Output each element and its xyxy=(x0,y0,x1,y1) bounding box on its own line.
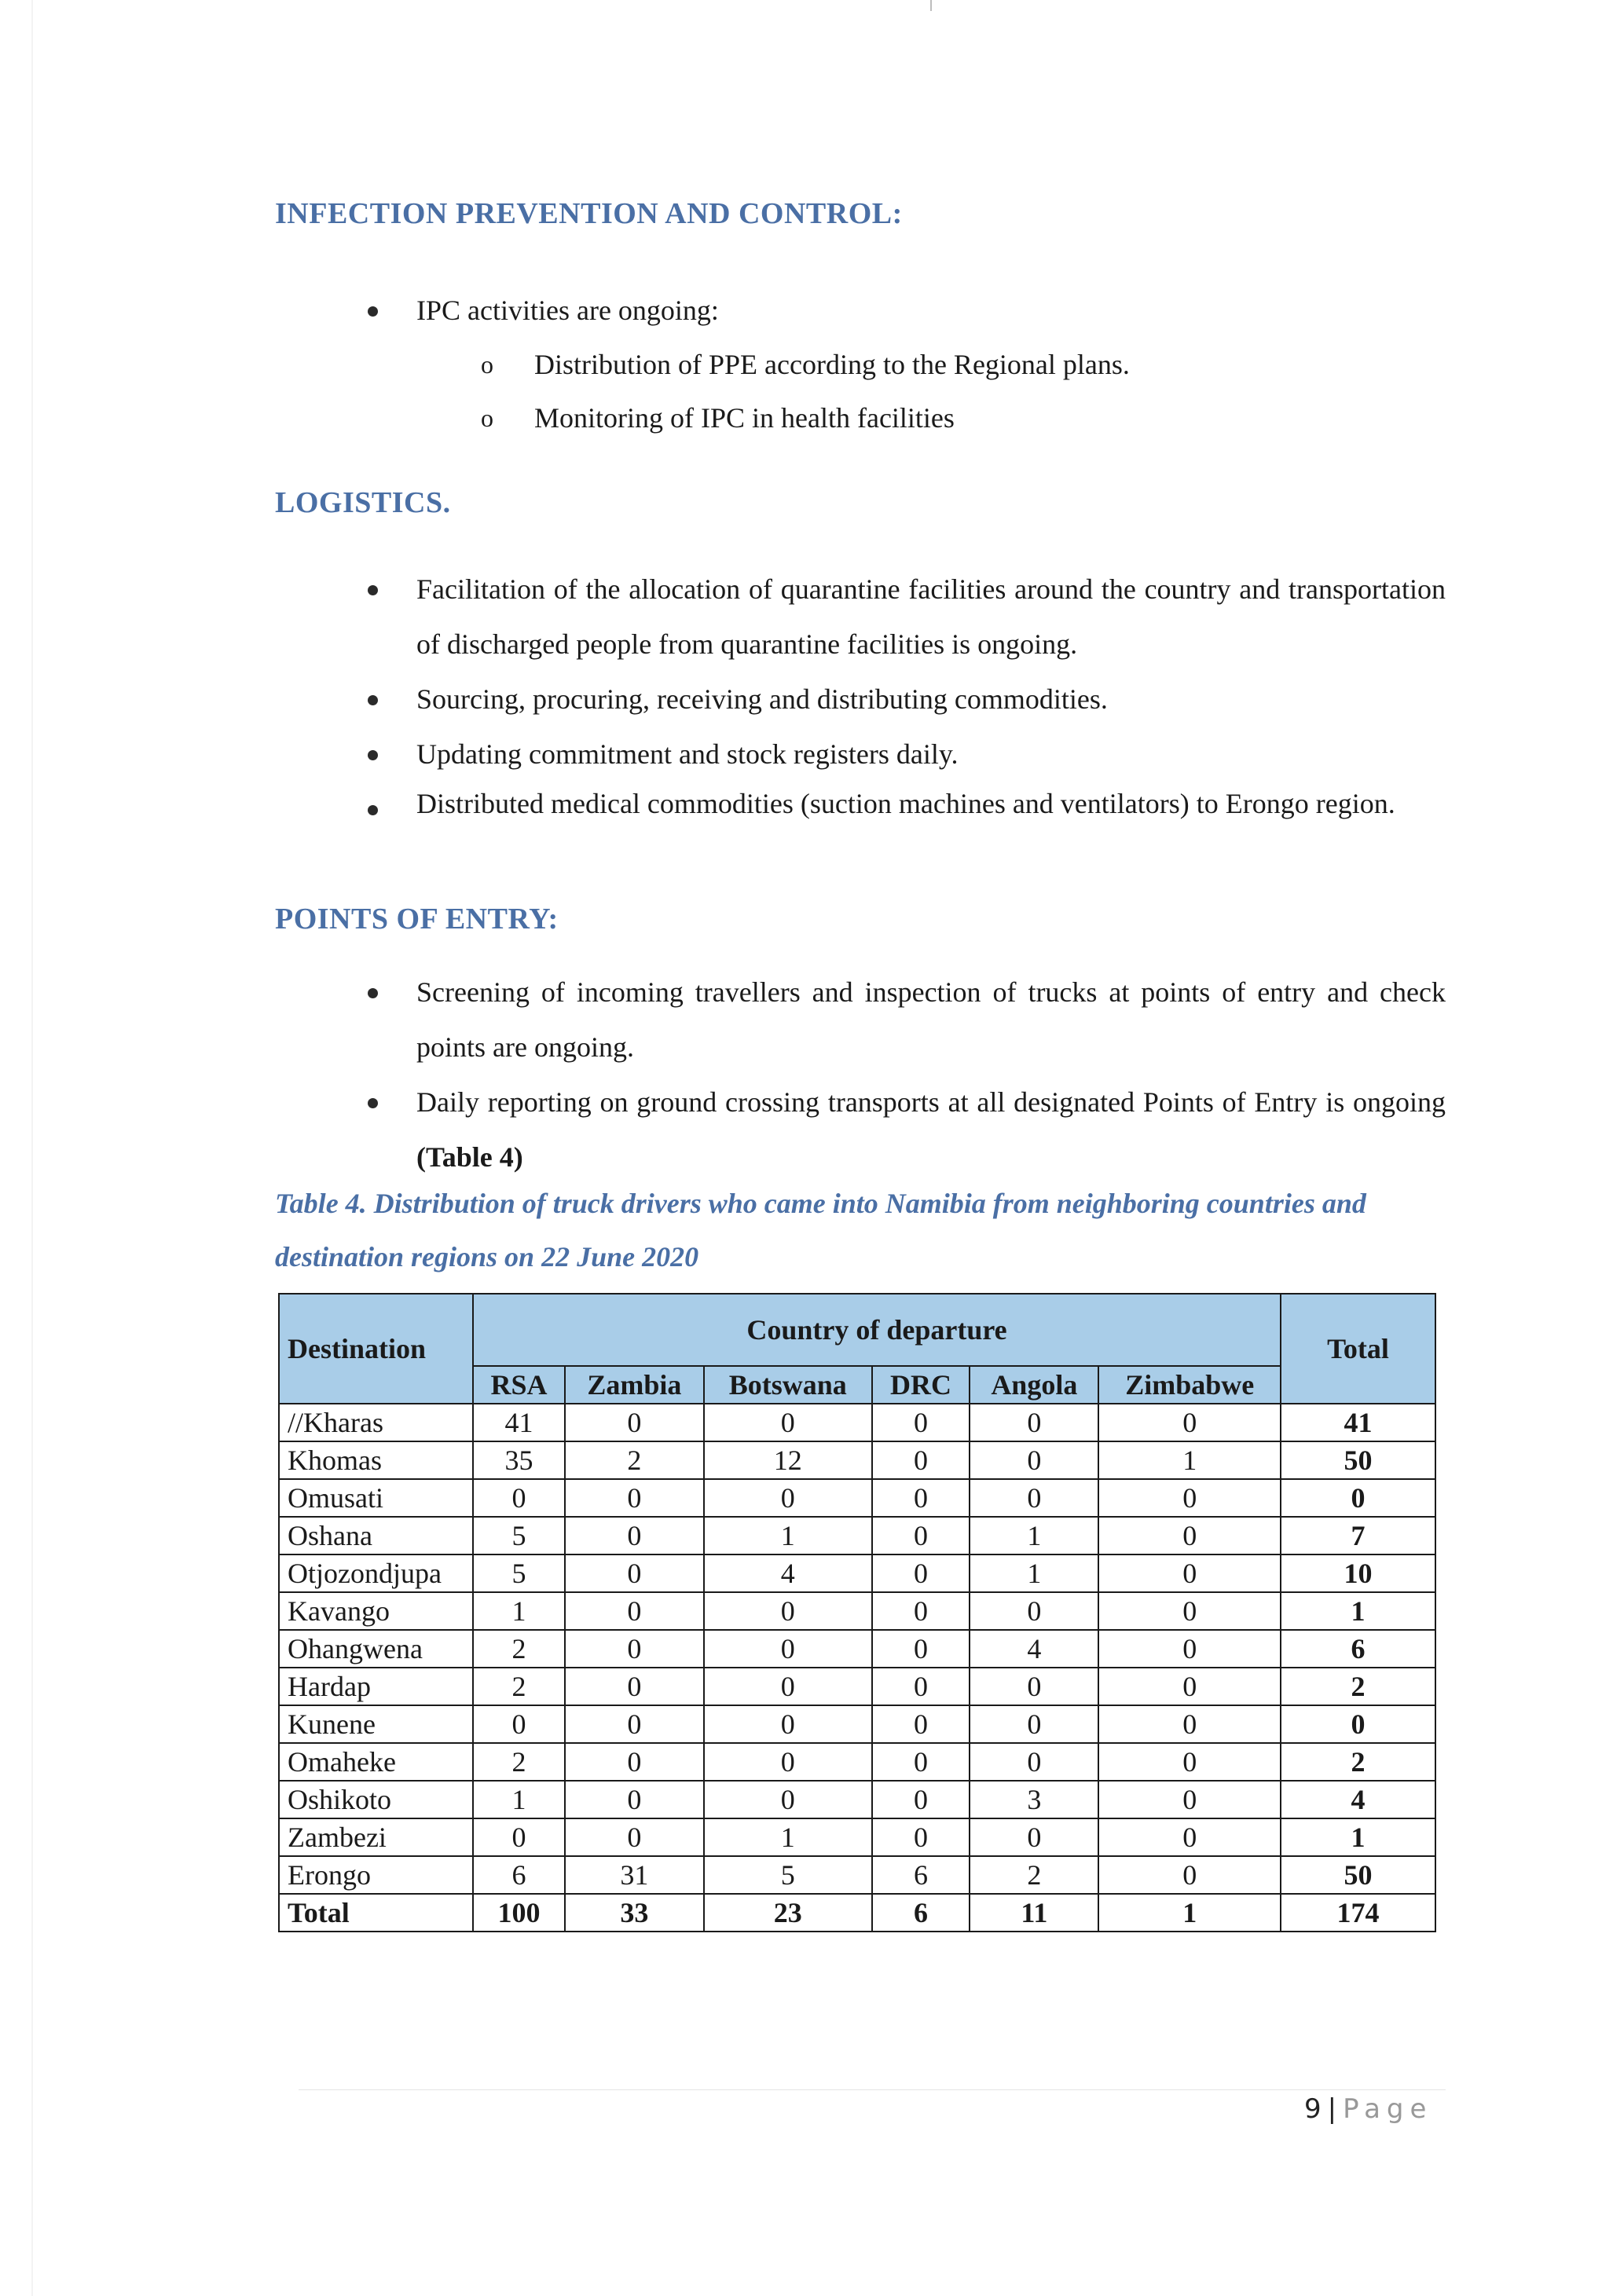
count-cell: 0 xyxy=(872,1743,970,1781)
destination-cell: Hardap xyxy=(279,1668,473,1705)
col-header-rsa: RSA xyxy=(473,1366,565,1404)
count-cell: 0 xyxy=(1098,1856,1281,1894)
count-cell: 0 xyxy=(565,1743,704,1781)
count-cell: 0 xyxy=(1098,1479,1281,1517)
count-cell: 4 xyxy=(970,1630,1098,1668)
destination-cell: Khomas xyxy=(279,1441,473,1479)
row-total-cell: 41 xyxy=(1281,1404,1435,1441)
count-cell: 3 xyxy=(970,1781,1098,1818)
count-cell: 0 xyxy=(565,1404,704,1441)
count-cell: 35 xyxy=(473,1441,565,1479)
table-body xyxy=(279,1404,1435,1932)
count-cell: 0 xyxy=(872,1592,970,1630)
count-cell: 1 xyxy=(704,1517,872,1554)
ipc-sub-list xyxy=(416,338,1446,445)
count-cell: 0 xyxy=(473,1818,565,1856)
destination-cell: Otjozondjupa xyxy=(279,1554,473,1592)
count-cell: 0 xyxy=(473,1705,565,1743)
count-cell: 0 xyxy=(704,1743,872,1781)
count-cell: 1 xyxy=(970,1517,1098,1554)
total-label-cell: Total xyxy=(279,1894,473,1932)
row-total-cell: 7 xyxy=(1281,1517,1435,1554)
count-cell: 12 xyxy=(704,1441,872,1479)
row-total-cell: 50 xyxy=(1281,1856,1435,1894)
count-cell: 0 xyxy=(565,1668,704,1705)
count-cell: 0 xyxy=(565,1554,704,1592)
count-cell: 0 xyxy=(1098,1781,1281,1818)
count-cell: 0 xyxy=(970,1818,1098,1856)
count-cell: 0 xyxy=(704,1479,872,1517)
count-cell: 0 xyxy=(872,1781,970,1818)
table-row xyxy=(279,1592,1435,1630)
table-row xyxy=(279,1630,1435,1668)
column-total-cell: 11 xyxy=(970,1894,1098,1932)
table-row xyxy=(279,1404,1435,1441)
count-cell: 0 xyxy=(970,1441,1098,1479)
table-row xyxy=(279,1668,1435,1705)
logistics-list xyxy=(361,562,1446,826)
destination-cell: Ohangwena xyxy=(279,1630,473,1668)
count-cell: 31 xyxy=(565,1856,704,1894)
list-item xyxy=(361,1075,1446,1185)
count-cell: 0 xyxy=(473,1479,565,1517)
list-item: Screening of incoming travellers and inspection of trucks at points of entry and check points are ongoing. xyxy=(361,965,1446,1075)
column-total-cell: 33 xyxy=(565,1894,704,1932)
scan-mark xyxy=(930,0,932,11)
count-cell: 0 xyxy=(704,1705,872,1743)
count-cell: 0 xyxy=(704,1630,872,1668)
count-cell: 0 xyxy=(565,1818,704,1856)
col-header-zimbabwe: Zimbabwe xyxy=(1098,1366,1281,1404)
count-cell: 0 xyxy=(970,1705,1098,1743)
count-cell: 6 xyxy=(872,1856,970,1894)
grand-total-cell: 174 xyxy=(1281,1894,1435,1932)
poe-list xyxy=(361,965,1446,1185)
table-row xyxy=(279,1705,1435,1743)
ipc-list xyxy=(361,283,1446,445)
row-total-cell: 2 xyxy=(1281,1743,1435,1781)
count-cell: 0 xyxy=(970,1479,1098,1517)
heading-logistics: LOGISTICS. xyxy=(275,486,451,519)
count-cell: 5 xyxy=(473,1554,565,1592)
count-cell: 0 xyxy=(1098,1554,1281,1592)
count-cell: 0 xyxy=(1098,1404,1281,1441)
row-total-cell: 50 xyxy=(1281,1441,1435,1479)
row-total-cell: 1 xyxy=(1281,1818,1435,1856)
table-row xyxy=(279,1554,1435,1592)
destination-cell: Oshana xyxy=(279,1517,473,1554)
count-cell: 2 xyxy=(473,1743,565,1781)
row-total-cell: 6 xyxy=(1281,1630,1435,1668)
count-cell: 0 xyxy=(872,1705,970,1743)
col-header-total: Total xyxy=(1281,1294,1435,1404)
count-cell: 0 xyxy=(1098,1630,1281,1668)
list-item: Facilitation of the allocation of quarantine facilities around the country and transportation of discharged people from quarantine facilities is ongoing. xyxy=(361,562,1446,672)
count-cell: 2 xyxy=(473,1668,565,1705)
row-total-cell: 0 xyxy=(1281,1479,1435,1517)
count-cell: 1 xyxy=(704,1818,872,1856)
count-cell: 2 xyxy=(565,1441,704,1479)
truck-drivers-table xyxy=(278,1293,1436,1932)
heading-ipc: INFECTION PREVENTION AND CONTROL: xyxy=(275,197,903,230)
destination-cell: Oshikoto xyxy=(279,1781,473,1818)
table-row xyxy=(279,1743,1435,1781)
count-cell: 0 xyxy=(970,1404,1098,1441)
count-cell: 0 xyxy=(565,1630,704,1668)
count-cell: 0 xyxy=(872,1630,970,1668)
table-reference: (Table 4) xyxy=(416,1141,523,1173)
table-row xyxy=(279,1818,1435,1856)
row-total-cell: 2 xyxy=(1281,1668,1435,1705)
sub-list-item: o Monitoring of IPC in health facilities xyxy=(471,391,1446,445)
col-header-botswana: Botswana xyxy=(704,1366,872,1404)
destination-cell: Omaheke xyxy=(279,1743,473,1781)
destination-cell: Kunene xyxy=(279,1705,473,1743)
column-total-cell: 23 xyxy=(704,1894,872,1932)
count-cell: 0 xyxy=(872,1668,970,1705)
col-group-country-of-departure: Country of departure xyxy=(473,1294,1281,1366)
count-cell: 0 xyxy=(1098,1668,1281,1705)
count-cell: 0 xyxy=(872,1517,970,1554)
count-cell: 5 xyxy=(473,1517,565,1554)
destination-cell: Erongo xyxy=(279,1856,473,1894)
list-item: Distributed medical commodities (suction machines and ventilators) to Erongo region. xyxy=(361,782,1446,826)
bullet-text: IPC activities are ongoing: xyxy=(416,295,719,326)
count-cell: 4 xyxy=(704,1554,872,1592)
page-edge xyxy=(31,0,33,2296)
row-total-cell: 10 xyxy=(1281,1554,1435,1592)
count-cell: 1 xyxy=(473,1592,565,1630)
count-cell: 0 xyxy=(565,1592,704,1630)
list-item: Sourcing, procuring, receiving and distributing commodities. xyxy=(361,672,1446,727)
table-row xyxy=(279,1441,1435,1479)
count-cell: 0 xyxy=(704,1592,872,1630)
page-number-value: 9 xyxy=(1304,2093,1322,2125)
destination-cell: Kavango xyxy=(279,1592,473,1630)
col-header-zambia: Zambia xyxy=(565,1366,704,1404)
count-cell: 0 xyxy=(872,1818,970,1856)
count-cell: 6 xyxy=(473,1856,565,1894)
count-cell: 0 xyxy=(704,1668,872,1705)
count-cell: 5 xyxy=(704,1856,872,1894)
count-cell: 1 xyxy=(1098,1441,1281,1479)
count-cell: 0 xyxy=(872,1554,970,1592)
destination-cell: //Kharas xyxy=(279,1404,473,1441)
count-cell: 0 xyxy=(565,1781,704,1818)
count-cell: 0 xyxy=(704,1404,872,1441)
list-item xyxy=(361,283,1446,445)
page-separator: | xyxy=(1327,2093,1337,2125)
col-header-drc: DRC xyxy=(872,1366,970,1404)
column-total-cell: 1 xyxy=(1098,1894,1281,1932)
count-cell: 0 xyxy=(704,1781,872,1818)
table-row xyxy=(279,1517,1435,1554)
count-cell: 2 xyxy=(970,1856,1098,1894)
table-total-row xyxy=(279,1894,1435,1932)
destination-cell: Zambezi xyxy=(279,1818,473,1856)
page-label: Page xyxy=(1343,2093,1433,2125)
count-cell: 0 xyxy=(1098,1517,1281,1554)
sub-list-item: o Distribution of PPE according to the Regional plans. xyxy=(471,338,1446,391)
count-cell: 0 xyxy=(970,1743,1098,1781)
footer-divider xyxy=(299,2089,1446,2090)
table-row xyxy=(279,1781,1435,1818)
table-row xyxy=(279,1856,1435,1894)
bullet-text: Daily reporting on ground crossing transports at all designated Points of Entry is ongoing xyxy=(416,1086,1446,1118)
count-cell: 0 xyxy=(565,1517,704,1554)
col-header-angola: Angola xyxy=(970,1366,1098,1404)
heading-points-of-entry: POINTS OF ENTRY: xyxy=(275,903,559,936)
count-cell: 0 xyxy=(1098,1705,1281,1743)
row-total-cell: 4 xyxy=(1281,1781,1435,1818)
count-cell: 0 xyxy=(872,1479,970,1517)
count-cell: 1 xyxy=(970,1554,1098,1592)
count-cell: 0 xyxy=(1098,1743,1281,1781)
row-total-cell: 1 xyxy=(1281,1592,1435,1630)
count-cell: 0 xyxy=(970,1668,1098,1705)
count-cell: 41 xyxy=(473,1404,565,1441)
page-number xyxy=(1304,2093,1432,2125)
count-cell: 0 xyxy=(1098,1818,1281,1856)
count-cell: 0 xyxy=(872,1404,970,1441)
table-caption: Table 4. Distribution of truck drivers who came into Namibia from neighboring countries and destination regions on 22 June 2020 xyxy=(275,1188,1366,1273)
row-total-cell: 0 xyxy=(1281,1705,1435,1743)
list-item: Updating commitment and stock registers daily. xyxy=(361,727,1446,782)
count-cell: 0 xyxy=(565,1705,704,1743)
column-total-cell: 6 xyxy=(872,1894,970,1932)
column-total-cell: 100 xyxy=(473,1894,565,1932)
count-cell: 1 xyxy=(473,1781,565,1818)
count-cell: 0 xyxy=(1098,1592,1281,1630)
count-cell: 0 xyxy=(872,1441,970,1479)
count-cell: 2 xyxy=(473,1630,565,1668)
destination-cell: Omusati xyxy=(279,1479,473,1517)
table-row xyxy=(279,1479,1435,1517)
count-cell: 0 xyxy=(565,1479,704,1517)
col-header-destination: Destination xyxy=(279,1294,473,1404)
count-cell: 0 xyxy=(970,1592,1098,1630)
